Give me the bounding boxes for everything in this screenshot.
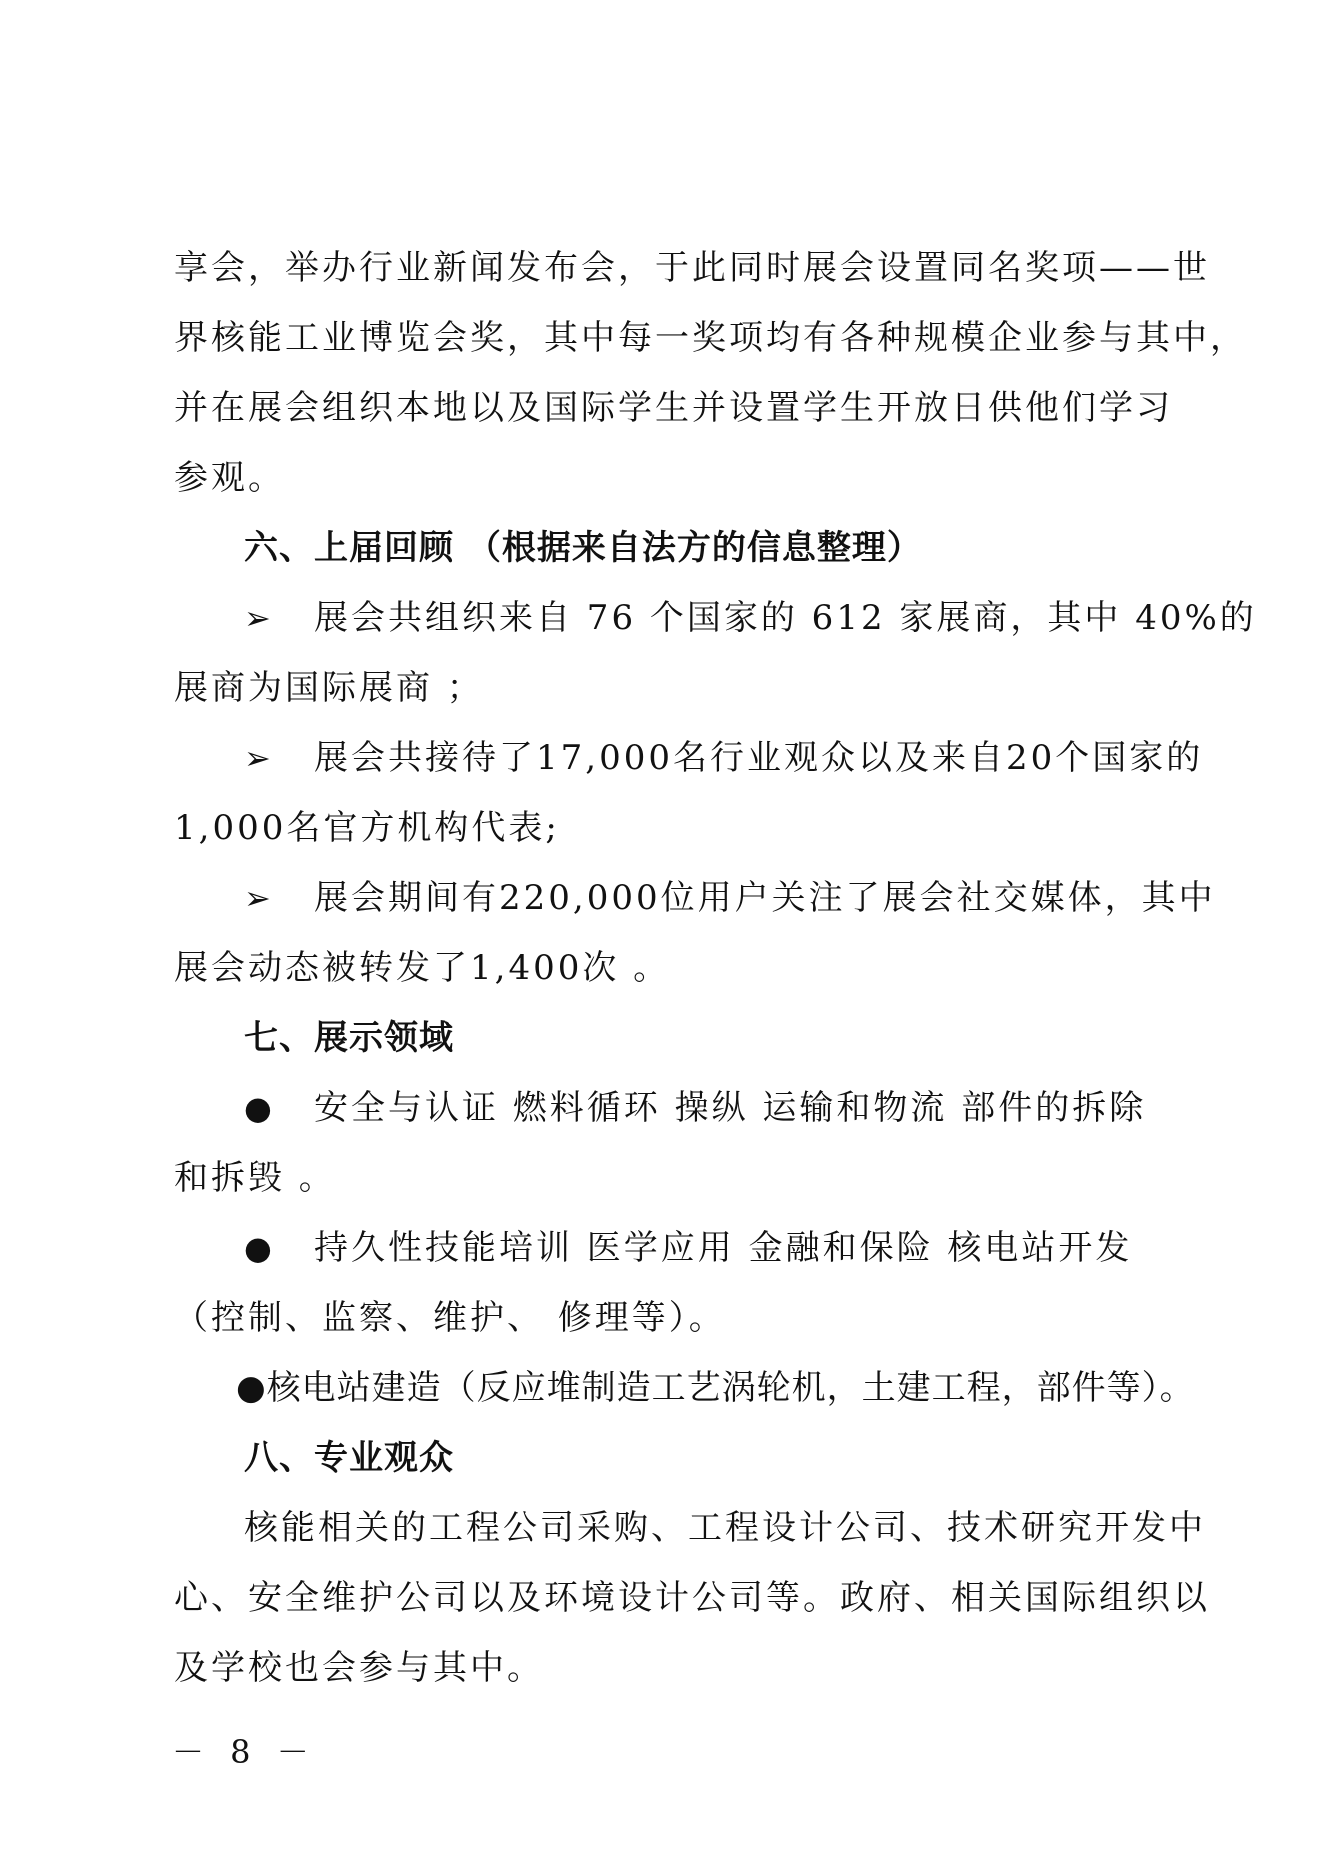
review-item-1-line-1: 展会共组织来自 76 个国家的 612 家展商，其中 40%的 — [314, 598, 1257, 638]
intro-line-2: 界核能工业博览会奖，其中每一奖项均有各种规模企业参与其中， — [174, 318, 1247, 358]
intro-line-3: 并在展会组织本地以及国际学生并设置学生开放日供他们学习 — [174, 388, 1173, 428]
visitors-line-1: 核能相关的工程公司采购、工程设计公司、技术研究开发中 — [244, 1508, 1206, 1548]
arrow-bullet-icon: ➢ — [244, 599, 271, 637]
review-item-3-line-2: 展会动态被转发了1,400次 。 — [174, 948, 671, 988]
review-item-1-line-2: 展商为国际展商 ； — [174, 668, 484, 708]
review-item-3-line-1: 展会期间有220,000位用户关注了展会社交媒体，其中 — [314, 878, 1216, 918]
exhibit-item-2-line-2: （控制、监察、维护、 修理等）。 — [174, 1298, 726, 1338]
arrow-bullet-icon: ➢ — [244, 739, 271, 777]
review-item-2-line-1: 展会共接待了17,000名行业观众以及来自20个国家的 — [314, 738, 1204, 778]
page-number: － 8 － — [172, 1733, 317, 1771]
dot-bullet-icon: ● — [244, 1089, 272, 1127]
intro-line-1: 享会，举办行业新闻发布会，于此同时展会设置同名奖项——世 — [174, 248, 1210, 288]
arrow-bullet-icon: ➢ — [244, 879, 271, 917]
exhibit-item-1-line-1: 安全与认证 燃料循环 操纵 运输和物流 部件的拆除 — [314, 1088, 1147, 1128]
section-heading-visitors: 八、专业观众 — [244, 1438, 454, 1478]
visitors-line-3: 及学校也会参与其中。 — [174, 1648, 544, 1688]
exhibit-item-3: ●核电站建造（反应堆制造工艺涡轮机，土建工程，部件等）。 — [236, 1368, 1195, 1408]
review-item-2-line-2: 1,000名官方机构代表; — [174, 808, 560, 848]
exhibit-item-1-line-2: 和拆毁 。 — [174, 1158, 336, 1198]
section-heading-exhibit-areas: 七、展示领域 — [244, 1018, 454, 1058]
intro-line-4: 参观。 — [174, 458, 285, 498]
exhibit-item-2-line-1: 持久性技能培训 医学应用 金融和保险 核电站开发 — [314, 1228, 1133, 1268]
section-heading-review: 六、上届回顾 （根据来自法方的信息整理） — [244, 528, 922, 568]
visitors-line-2: 心、安全维护公司以及环境设计公司等。政府、相关国际组织以 — [174, 1578, 1210, 1618]
dot-bullet-icon: ● — [244, 1229, 272, 1267]
